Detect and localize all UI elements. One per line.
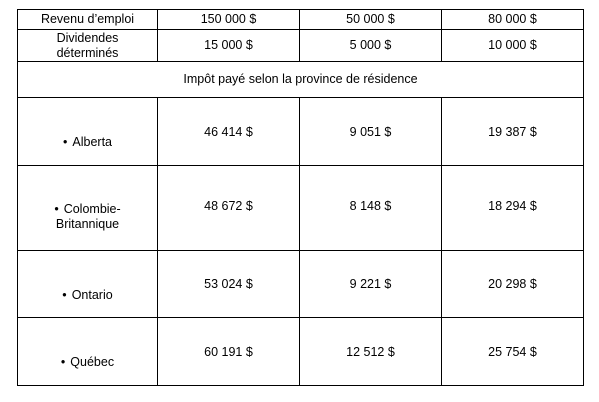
dividend-value-2: 5 000 $ [349, 38, 392, 52]
province-value-cell [300, 166, 442, 251]
dividend-label-line2: déterminés [56, 45, 119, 60]
province-value: 48 672 $ [204, 199, 253, 213]
province-value: 12 512 $ [346, 345, 395, 359]
province-value-cell [442, 318, 584, 386]
province-value: 53 024 $ [204, 277, 253, 291]
province-label-line1: • Ontario [22, 288, 153, 303]
dividend-value-1: 15 000 $ [204, 38, 253, 52]
province-value-cell [158, 166, 300, 251]
income-value-3: 80 000 $ [488, 12, 537, 26]
province-label-cell [18, 251, 158, 318]
income-label-cell [18, 10, 158, 30]
province-label-line2: Britannique [55, 217, 120, 231]
province-value-cell [442, 98, 584, 166]
dividend-label-cell [18, 30, 158, 62]
province-value-cell [442, 251, 584, 318]
province-value: 18 294 $ [488, 199, 537, 213]
tax-comparison-table [17, 9, 584, 386]
province-value-cell [158, 318, 300, 386]
dividend-row [18, 30, 584, 62]
dividend-value-3: 10 000 $ [488, 38, 537, 52]
province-label-line1: • Québec [22, 355, 153, 370]
province-value: 8 148 $ [349, 199, 392, 213]
province-value: 25 754 $ [488, 345, 537, 359]
province-value: 19 387 $ [488, 125, 537, 139]
section-title-cell [18, 62, 584, 98]
province-value-cell [300, 98, 442, 166]
section-title-row [18, 62, 584, 98]
province-value-cell [300, 251, 442, 318]
province-value: 60 191 $ [204, 345, 253, 359]
income-value-cell-1 [158, 10, 300, 30]
province-value: 46 414 $ [204, 125, 253, 139]
income-value-cell-2 [300, 10, 442, 30]
province-value-cell [158, 98, 300, 166]
province-value: 9 051 $ [349, 125, 392, 139]
province-label-cell [18, 318, 158, 386]
income-value-cell-3 [442, 10, 584, 30]
dividend-value-cell-2 [300, 30, 442, 62]
province-row-alberta [18, 98, 584, 166]
province-label-line1: • Alberta [22, 135, 153, 150]
income-label: Revenu d’emploi [40, 12, 135, 26]
dividend-value-cell-1 [158, 30, 300, 62]
province-value-cell [442, 166, 584, 251]
province-value: 20 298 $ [488, 277, 537, 291]
province-row-ontario [18, 251, 584, 318]
dividend-label-line1: Dividendes [56, 30, 119, 45]
province-value-cell [300, 318, 442, 386]
province-label-line1: • Colombie- [22, 202, 153, 217]
province-value-cell [158, 251, 300, 318]
province-row-colombie-britannique [18, 166, 584, 251]
income-row [18, 10, 584, 30]
province-value: 9 221 $ [349, 277, 392, 291]
income-value-1: 150 000 $ [200, 12, 257, 26]
province-label-cell [18, 166, 158, 251]
section-title: Impôt payé selon la province de résidence [183, 72, 418, 86]
dividend-value-cell-3 [442, 30, 584, 62]
province-row-quebec [18, 318, 584, 386]
province-label-cell [18, 98, 158, 166]
income-value-2: 50 000 $ [346, 12, 395, 26]
